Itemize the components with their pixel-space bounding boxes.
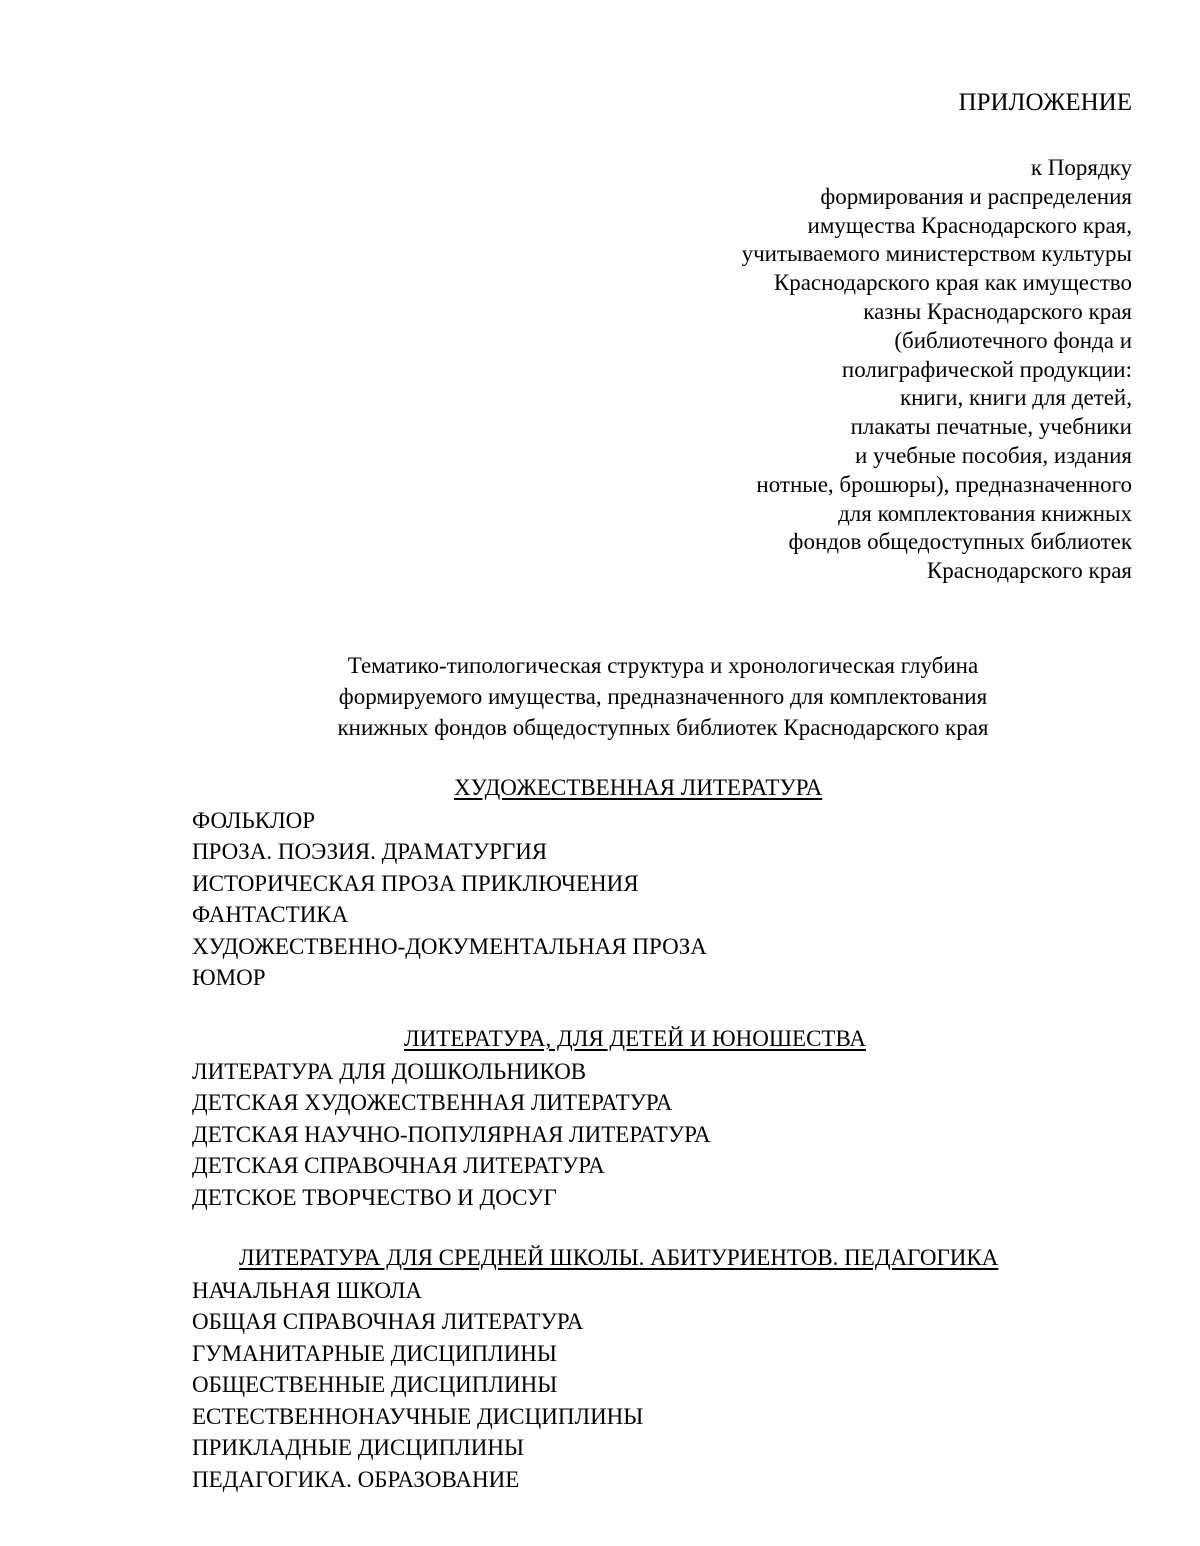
section-item: ЛИТЕРАТУРА ДЛЯ ДОШКОЛЬНИКОВ (192, 1058, 587, 1084)
section-item: ДЕТСКАЯ НАУЧНО-ПОПУЛЯРНАЯ ЛИТЕРАТУРА (192, 1121, 711, 1147)
heading-line: формируемого имущества, предназначенного для комплектования (338, 684, 988, 709)
reference-line: к Порядку (1030, 155, 1132, 180)
section-item: ГУМАНИТАРНЫЕ ДИСЦИПЛИНЫ (192, 1340, 557, 1366)
section-school-literature (192, 1242, 999, 1495)
section-item: ПЕДАГОГИКА. ОБРАЗОВАНИЕ (192, 1466, 520, 1492)
reference-line: Краснодарского края как имущество (773, 270, 1132, 296)
reference-line: книги, книги для детей, (899, 385, 1132, 411)
section-children-literature (192, 1023, 866, 1213)
section-item: ОБЩЕСТВЕННЫЕ ДИСЦИПЛИНЫ (192, 1372, 558, 1397)
reference-line: плакаты печатные, учебники (850, 414, 1132, 440)
section-item: ОБЩАЯ СПРАВОЧНАЯ ЛИТЕРАТУРА (192, 1309, 584, 1334)
appendix-reference (742, 154, 1132, 586)
reference-line: фондов общедоступных библиотек (788, 529, 1132, 555)
reference-line: Краснодарского края (926, 558, 1132, 584)
heading-line: Тематико-типологическая структура и хронологическая глубина (347, 653, 979, 678)
reference-line: имущества Краснодарского края, (807, 212, 1132, 238)
heading-line: книжных фондов общедоступных библиотек Краснодарского края (337, 715, 989, 740)
section-item: ИСТОРИЧЕСКАЯ ПРОЗА ПРИКЛЮЧЕНИЯ (192, 870, 639, 896)
reference-line: казны Краснодарского края (863, 298, 1132, 324)
reference-line: полиграфической продукции: (841, 356, 1132, 382)
reference-line: и учебные пособия, издания (854, 442, 1132, 468)
section-item: ДЕТСКАЯ ХУДОЖЕСТВЕННАЯ ЛИТЕРАТУРА (192, 1090, 673, 1115)
section-item: ДЕТСКАЯ СПРАВОЧНАЯ ЛИТЕРАТУРА (192, 1153, 605, 1178)
document-heading (0, 650, 1200, 743)
section-fiction (192, 772, 823, 994)
reference-line: нотные, брошюры), предназначенного (756, 471, 1132, 497)
section-item: ПРИКЛАДНЫЕ ДИСЦИПЛИНЫ (192, 1435, 525, 1460)
section-item: ФОЛЬКЛОР (192, 807, 316, 833)
section-item: НАЧАЛЬНАЯ ШКОЛА (192, 1277, 423, 1303)
section-item: ХУДОЖЕСТВЕННО-ДОКУМЕНТАЛЬНАЯ ПРОЗА (192, 933, 707, 959)
section-item: ДЕТСКОЕ ТВОРЧЕСТВО И ДОСУГ (192, 1184, 557, 1210)
reference-line: формирования и распределения (820, 183, 1132, 209)
reference-line: (библиотечного фонда и (894, 327, 1132, 353)
section-item: ЕСТЕСТВЕННОНАУЧНЫЕ ДИСЦИПЛИНЫ (192, 1403, 644, 1429)
section-title: ЛИТЕРАТУРА, ДЛЯ ДЕТЕЙ И ЮНОШЕСТВА (404, 1026, 866, 1051)
section-item: ПРОЗА. ПОЭЗИЯ. ДРАМАТУРГИЯ (192, 839, 548, 864)
reference-line: для комплектования книжных (838, 500, 1132, 526)
section-title: ХУДОЖЕСТВЕННАЯ ЛИТЕРАТУРА (454, 775, 823, 800)
section-title: ЛИТЕРАТУРА ДЛЯ СРЕДНЕЙ ШКОЛЫ. АБИТУРИЕНТОВ. ПЕДАГОГИКА (239, 1245, 999, 1270)
reference-line: учитываемого министерством культуры (741, 241, 1132, 267)
section-item: ФАНТАСТИКА (192, 902, 349, 927)
appendix-title: ПРИЛОЖЕНИЕ (958, 89, 1132, 116)
section-item: ЮМОР (192, 965, 266, 990)
